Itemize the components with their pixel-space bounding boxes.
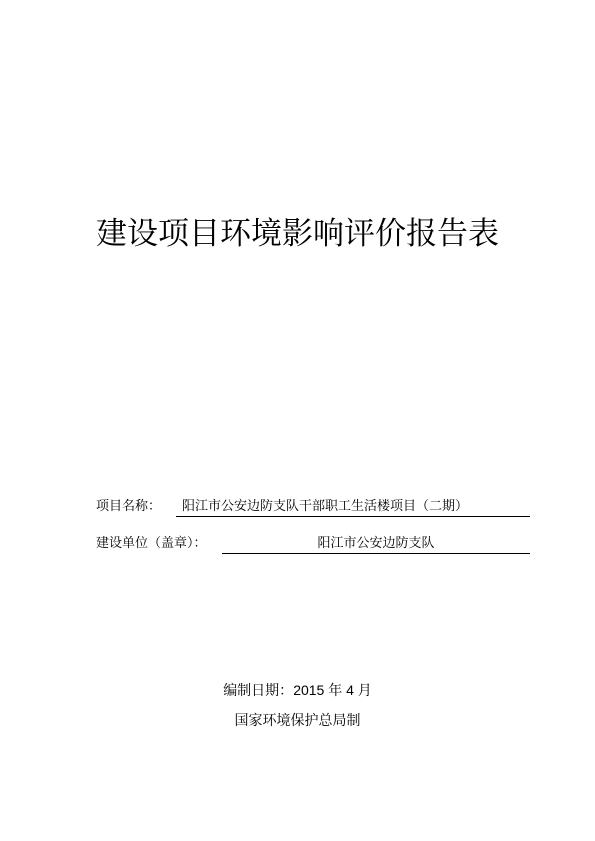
project-name-value: 阳江市公安边防支队干部职工生活楼项目（二期） — [176, 497, 530, 517]
compile-date-label: 编制日期： — [223, 683, 294, 699]
construction-unit-label: 建设单位（盖章）： — [96, 536, 207, 551]
construction-unit-value: 阳江市公安边防支队 — [222, 534, 530, 554]
compile-date — [0, 680, 595, 701]
issuer: 国家环境保护总局制 — [234, 713, 361, 729]
project-name-field — [96, 497, 532, 517]
project-name-label: 项目名称： — [96, 499, 162, 514]
construction-unit-field — [96, 534, 532, 554]
document-title: 建设项目环境影响评价报告表 — [96, 216, 499, 252]
compile-date-value: 2015 年 4 月 — [293, 682, 372, 698]
